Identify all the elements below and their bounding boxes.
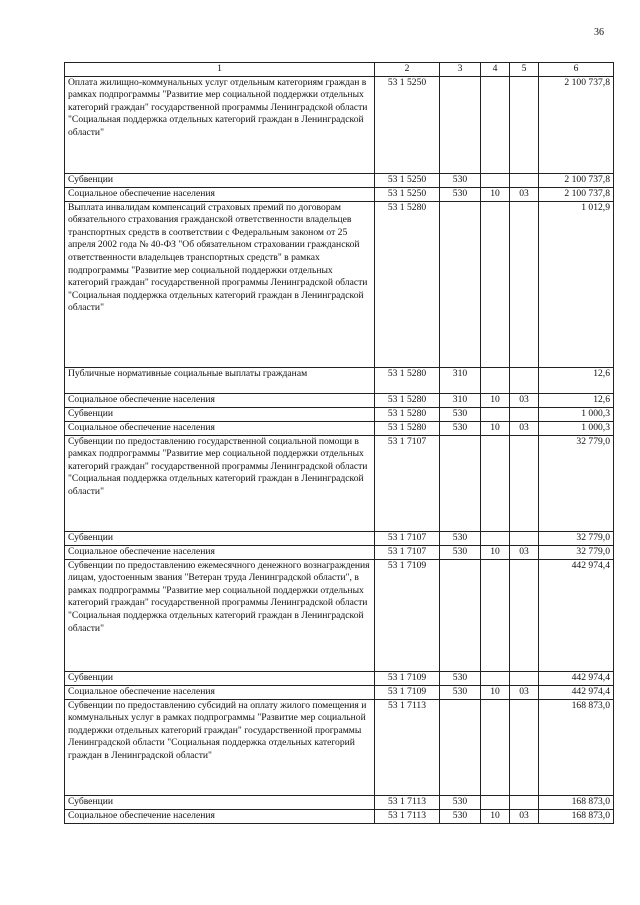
row-expense-type (440, 201, 481, 367)
row-subsection (510, 173, 539, 187)
row-name: Социальное обеспечение населения (65, 421, 375, 435)
row-amount: 1 000,3 (539, 421, 614, 435)
table-row (65, 559, 614, 671)
row-name: Социальное обеспечение населения (65, 545, 375, 559)
row-target-code: 53 1 5250 (375, 76, 440, 173)
row-amount: 442 974,4 (539, 685, 614, 699)
row-section: 10 (481, 545, 510, 559)
row-name: Социальное обеспечение населения (65, 685, 375, 699)
row-subsection: 03 (510, 187, 539, 201)
row-target-code: 53 1 5250 (375, 173, 440, 187)
row-amount: 442 974,4 (539, 671, 614, 685)
row-target-code: 53 1 5280 (375, 393, 440, 407)
row-expense-type: 530 (440, 407, 481, 421)
row-expense-type: 530 (440, 421, 481, 435)
row-name: Субвенции (65, 531, 375, 545)
row-subsection (510, 407, 539, 421)
row-name: Субвенции по предоставлению субсидий на оплату жилого помещения и коммунальных услуг в рамках подпрограммы "Развитие мер социальной поддержки отдельных категорий граждан" государственной программы Ленинградской области "Социальная поддержка отдельных категорий граждан в Ленинградской области" (65, 699, 375, 795)
row-amount: 12,6 (539, 393, 614, 407)
column-header: 6 (539, 63, 614, 77)
row-section (481, 671, 510, 685)
table-row (65, 685, 614, 699)
row-section (481, 435, 510, 531)
table-row (65, 367, 614, 393)
row-expense-type: 530 (440, 671, 481, 685)
row-section: 10 (481, 393, 510, 407)
table-row (65, 173, 614, 187)
row-amount: 12,6 (539, 367, 614, 393)
row-name: Социальное обеспечение населения (65, 393, 375, 407)
row-target-code: 53 1 7107 (375, 531, 440, 545)
row-name: Субвенции (65, 407, 375, 421)
row-subsection (510, 531, 539, 545)
row-section (481, 76, 510, 173)
row-target-code: 53 1 5250 (375, 187, 440, 201)
row-expense-type: 530 (440, 795, 481, 809)
row-target-code: 53 1 7113 (375, 795, 440, 809)
row-amount: 2 100 737,8 (539, 173, 614, 187)
row-expense-type: 530 (440, 531, 481, 545)
row-target-code: 53 1 5280 (375, 407, 440, 421)
row-amount: 32 779,0 (539, 435, 614, 531)
row-expense-type: 530 (440, 685, 481, 699)
row-name: Публичные нормативные социальные выплаты гражданам (65, 367, 375, 393)
row-subsection (510, 795, 539, 809)
table-row (65, 809, 614, 823)
row-name: Субвенции (65, 671, 375, 685)
table-row (65, 435, 614, 531)
row-amount: 168 873,0 (539, 809, 614, 823)
row-expense-type (440, 76, 481, 173)
table-row (65, 201, 614, 367)
column-header: 5 (510, 63, 539, 77)
row-section (481, 367, 510, 393)
column-header: 2 (375, 63, 440, 77)
row-amount: 32 779,0 (539, 545, 614, 559)
row-subsection (510, 671, 539, 685)
row-expense-type (440, 559, 481, 671)
table-row (65, 421, 614, 435)
table-row (65, 407, 614, 421)
row-expense-type (440, 435, 481, 531)
row-amount: 1 000,3 (539, 407, 614, 421)
row-subsection: 03 (510, 393, 539, 407)
row-subsection (510, 559, 539, 671)
row-expense-type: 530 (440, 809, 481, 823)
row-section (481, 407, 510, 421)
row-amount: 168 873,0 (539, 795, 614, 809)
table-row (65, 699, 614, 795)
row-amount: 2 100 737,8 (539, 187, 614, 201)
column-header: 4 (481, 63, 510, 77)
row-target-code: 53 1 7107 (375, 435, 440, 531)
row-section (481, 795, 510, 809)
row-subsection: 03 (510, 545, 539, 559)
row-amount: 32 779,0 (539, 531, 614, 545)
row-name: Выплата инвалидам компенсаций страховых премий по договорам обязательного страхования гражданской ответственности владельцев транспортных средств в соответствии с Федеральным законом от 25 апреля 2002 года № 40-ФЗ "Об обязательном страховании гражданской ответственности владельцев транспортных средств" в рамках подпрограммы "Развитие мер социальной поддержки отдельных категорий граждан" государственной программы Ленинградской области "Социальная поддержка отдельных категорий граждан в Ленинградской области" (65, 201, 375, 367)
row-expense-type (440, 699, 481, 795)
row-expense-type: 530 (440, 187, 481, 201)
row-subsection: 03 (510, 809, 539, 823)
row-target-code: 53 1 7109 (375, 559, 440, 671)
row-subsection (510, 435, 539, 531)
row-name: Оплата жилищно-коммунальных услуг отдельным категориям граждан в рамках подпрограммы "Развитие мер социальной поддержки отдельных категорий граждан" государственной программы Ленинградской области "Социальная поддержка отдельных категорий граждан в Ленинградской области" (65, 76, 375, 173)
row-amount: 442 974,4 (539, 559, 614, 671)
row-name: Субвенции (65, 795, 375, 809)
row-target-code: 53 1 7113 (375, 699, 440, 795)
row-name: Субвенции по предоставлению государственной социальной помощи в рамках подпрограммы "Развитие мер социальной поддержки отдельных категорий граждан" государственной программы Ленинградской области "Социальная поддержка отдельных категорий граждан в Ленинградской области" (65, 435, 375, 531)
column-header: 3 (440, 63, 481, 77)
row-expense-type: 310 (440, 367, 481, 393)
row-subsection (510, 76, 539, 173)
row-section (481, 201, 510, 367)
row-target-code: 53 1 5280 (375, 367, 440, 393)
table-row (65, 187, 614, 201)
row-subsection (510, 367, 539, 393)
row-name: Субвенции (65, 173, 375, 187)
table-row (65, 393, 614, 407)
page-number: 36 (594, 27, 604, 38)
row-subsection: 03 (510, 421, 539, 435)
row-subsection (510, 201, 539, 367)
row-section: 10 (481, 685, 510, 699)
row-section: 10 (481, 421, 510, 435)
table-row (65, 545, 614, 559)
row-section (481, 531, 510, 545)
row-section: 10 (481, 809, 510, 823)
budget-table (64, 62, 614, 824)
row-expense-type: 310 (440, 393, 481, 407)
row-expense-type: 530 (440, 545, 481, 559)
column-header: 1 (65, 63, 375, 77)
row-subsection (510, 699, 539, 795)
table-row (65, 76, 614, 173)
table-row (65, 671, 614, 685)
row-target-code: 53 1 7109 (375, 685, 440, 699)
row-target-code: 53 1 7109 (375, 671, 440, 685)
row-section (481, 173, 510, 187)
row-target-code: 53 1 7107 (375, 545, 440, 559)
row-section: 10 (481, 187, 510, 201)
row-name: Социальное обеспечение населения (65, 187, 375, 201)
row-expense-type: 530 (440, 173, 481, 187)
row-section (481, 559, 510, 671)
row-target-code: 53 1 7113 (375, 809, 440, 823)
row-section (481, 699, 510, 795)
table-header-row (65, 63, 614, 77)
row-name: Субвенции по предоставлению ежемесячного денежного вознаграждения лицам, удостоенным звания "Ветеран труда Ленинградской области", в рамках подпрограммы "Развитие мер социальной поддержки отдельных категорий граждан" государственной программы Ленинградской области "Социальная поддержка отдельных категорий граждан в Ленинградской области" (65, 559, 375, 671)
row-subsection: 03 (510, 685, 539, 699)
table-row (65, 531, 614, 545)
row-name: Социальное обеспечение населения (65, 809, 375, 823)
row-target-code: 53 1 5280 (375, 201, 440, 367)
row-amount: 2 100 737,8 (539, 76, 614, 173)
row-amount: 168 873,0 (539, 699, 614, 795)
row-amount: 1 012,9 (539, 201, 614, 367)
table-row (65, 795, 614, 809)
row-target-code: 53 1 5280 (375, 421, 440, 435)
